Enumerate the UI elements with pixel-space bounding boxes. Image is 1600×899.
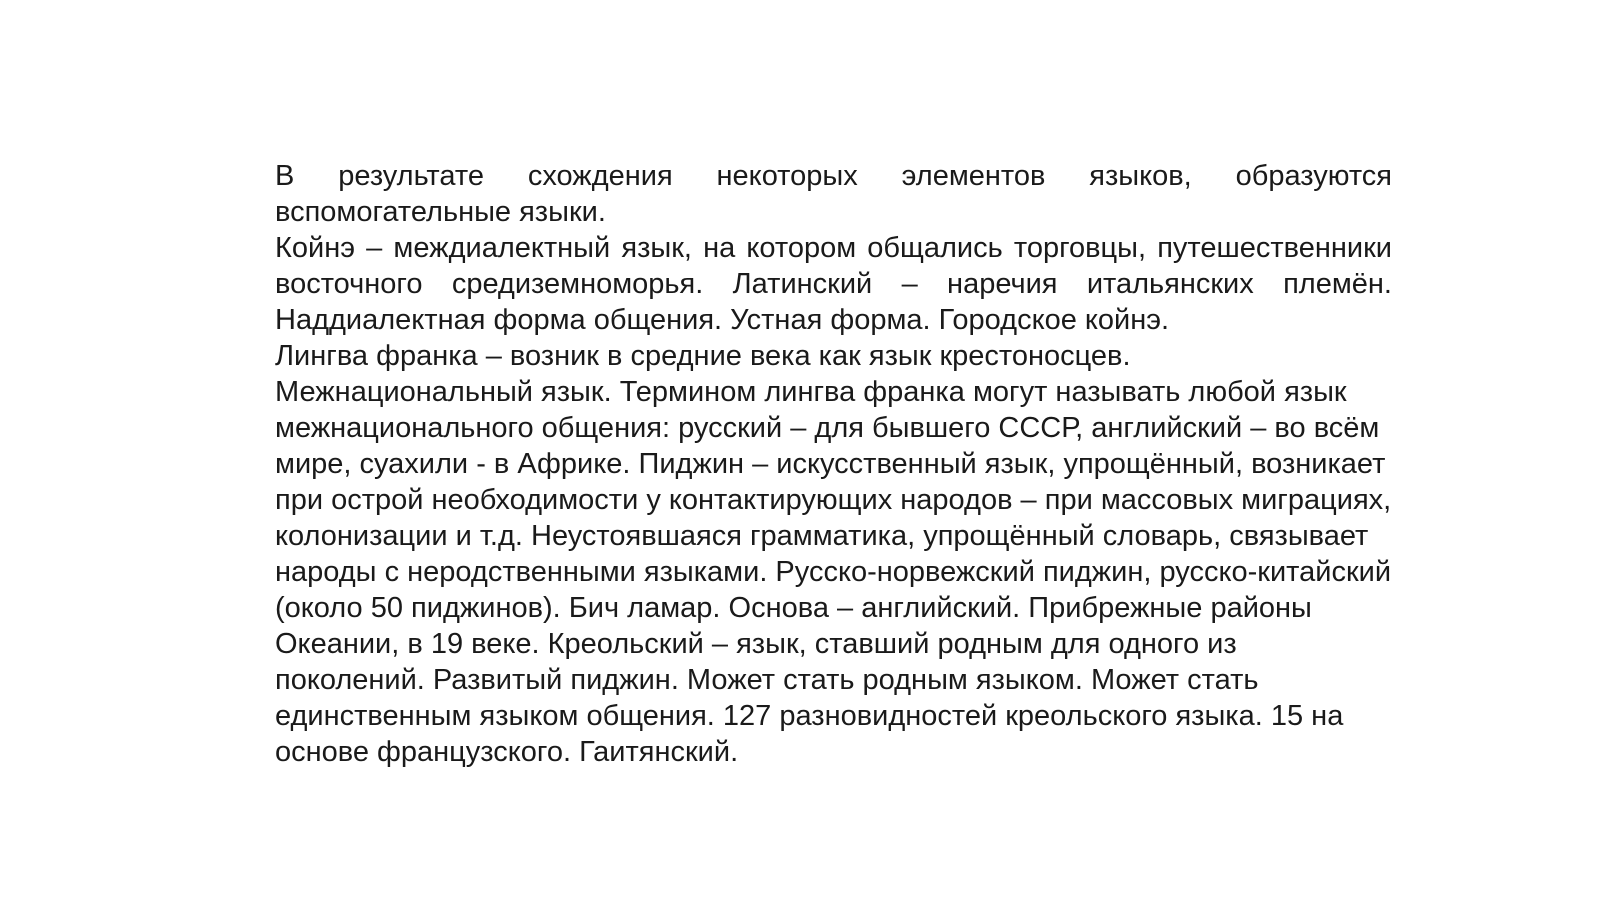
- slide-text-body: [275, 158, 1392, 770]
- paragraph-pidgin-creole: Межнациональный язык. Термином лингва франка могут называть любой язык межнационального общения: русский – для бывшего СССР, английский – во всём мире, суахили - в Африке. Пиджин – искусственный язык, упрощённый, возникает при острой необходимости у контактирующих народов – при массовых миграциях, колонизации и т.д. Неустоявшаяся грамматика, упрощённый словарь, связывает народы с неродственными языками. Русско-норвежский пиджин, русско-китайский (около 50 пиджинов). Бич ламар. Основа – английский. Прибрежные районы Океании, в 19 веке. Креольский – язык, ставший родным для одного из поколений. Развитый пиджин. Может стать родным языком. Может стать единственным языком общения. 127 разновидностей креольского языка. 15 на основе французского. Гаитянский.: [275, 376, 1392, 768]
- paragraph-auxiliary-languages: В результате схождения некоторых элементов языков, образуются вспомогательные языки.: [275, 160, 1392, 228]
- paragraph-lingua-franca: Лингва франка – возник в средние века как язык крестоносцев.: [275, 340, 1131, 372]
- paragraph-koine: Койнэ – междиалектный язык, на котором общались торговцы, путешественники восточного средиземноморья. Латинский – наречия итальянских племён. Наддиалектная форма общения. Устная форма. Городское койнэ.: [275, 232, 1392, 336]
